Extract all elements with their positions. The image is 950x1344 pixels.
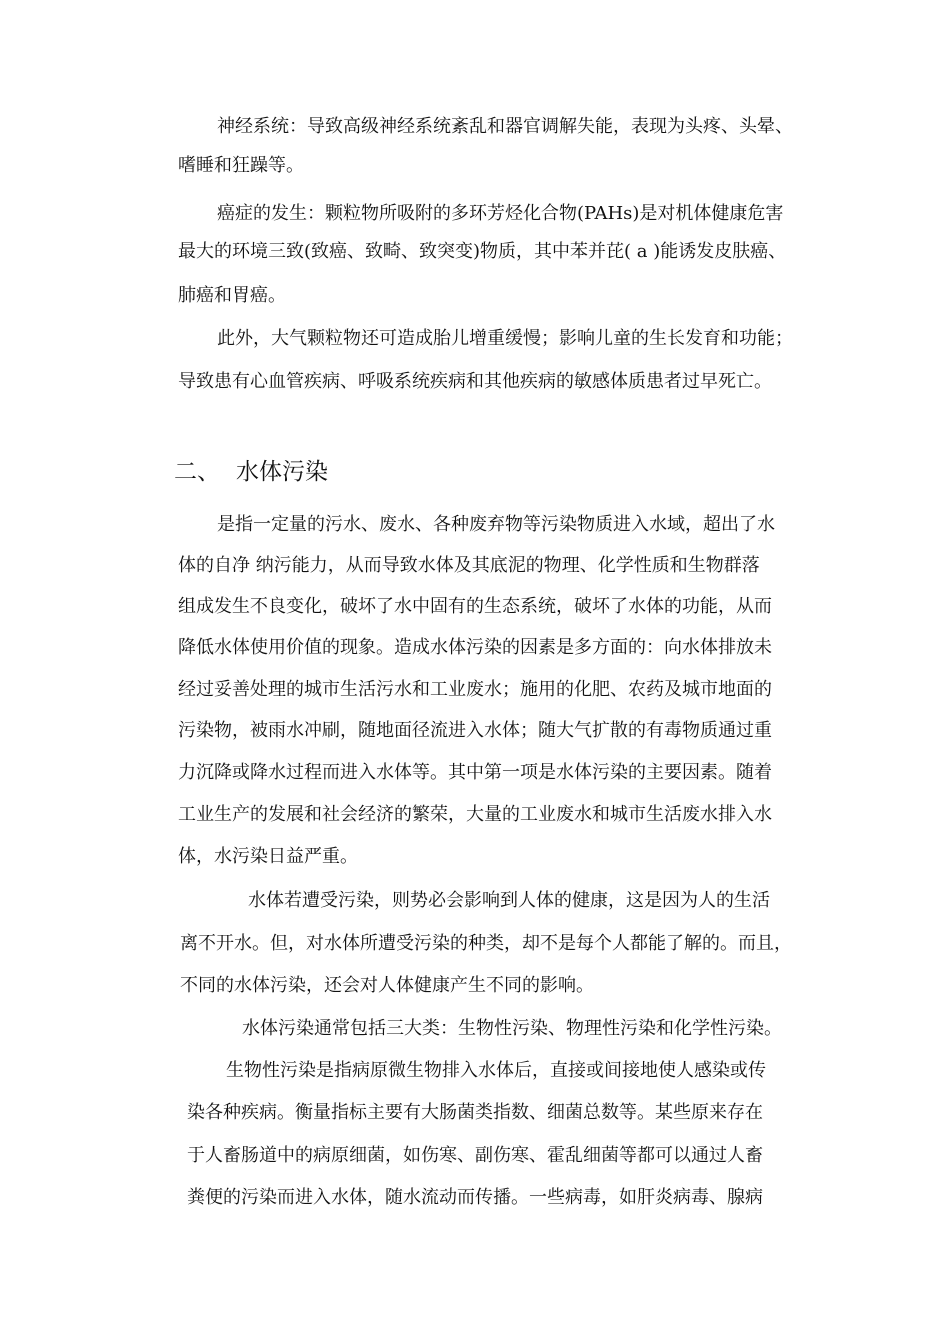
body-line: 肺癌和胃癌。	[178, 285, 286, 306]
body-line: 离不开水。但，对水体所遭受污染的种类，却不是每个人都能了解的。而且，	[180, 933, 792, 954]
body-line: 不同的水体污染，还会对人体健康产生不同的影响。	[180, 975, 594, 996]
body-line: 嗜睡和狂躁等。	[178, 155, 304, 176]
body-line: 神经系统：导致高级神经系统紊乱和器官调解失能，表现为头疼、头晕、	[217, 116, 793, 137]
body-line: 组成发生不良变化，破坏了水中固有的生态系统，破坏了水体的功能，从而	[178, 596, 772, 617]
body-line: 经过妥善处理的城市生活污水和工业废水；施用的化肥、农药及城市地面的	[178, 679, 772, 700]
body-line: 最大的环境三致(致癌、致畸、致突变)物质，其中苯并芘( a )能诱发皮肤癌、	[178, 241, 787, 262]
body-line: 是指一定量的污水、废水、各种废弃物等污染物质进入水域，超出了水	[217, 514, 775, 535]
body-line: 降低水体使用价值的现象。造成水体污染的因素是多方面的：向水体排放未	[178, 637, 772, 658]
section-heading	[174, 458, 328, 486]
body-line: 导致患有心血管疾病、呼吸系统疾病和其他疾病的敏感体质患者过早死亡。	[178, 371, 772, 392]
body-line: 于人畜肠道中的病原细菌，如伤寒、副伤寒、霍乱细菌等都可以通过人畜	[187, 1145, 763, 1166]
body-line: 水体污染通常包括三大类：生物性污染、物理性污染和化学性污染。	[242, 1018, 782, 1039]
body-line: 生物性污染是指病原微生物排入水体后，直接或间接地使人感染或传	[226, 1060, 766, 1081]
section-number: 二、	[174, 459, 220, 485]
body-line: 此外，大气颗粒物还可造成胎儿增重缓慢；影响儿童的生长发育和功能；	[217, 328, 793, 349]
body-line: 体的自净 纳污能力，从而导致水体及其底泥的物理、化学性质和生物群落	[178, 555, 760, 576]
body-line: 污染物，被雨水冲刷，随地面径流进入水体；随大气扩散的有毒物质通过重	[178, 720, 772, 741]
body-line: 体，水污染日益严重。	[178, 846, 358, 867]
body-line: 粪便的污染而进入水体，随水流动而传播。一些病毒，如肝炎病毒、腺病	[187, 1187, 763, 1208]
section-title: 水体污染	[236, 459, 328, 485]
body-line: 水体若遭受污染，则势必会影响到人体的健康，这是因为人的生活	[248, 890, 770, 911]
body-line: 癌症的发生：颗粒物所吸附的多环芳烃化合物(PAHs)是对机体健康危害	[217, 203, 784, 224]
body-line: 工业生产的发展和社会经济的繁荣，大量的工业废水和城市生活废水排入水	[178, 804, 772, 825]
body-line: 染各种疾病。衡量指标主要有大肠菌类指数、细菌总数等。某些原来存在	[187, 1102, 763, 1123]
body-line: 力沉降或降水过程而进入水体等。其中第一项是水体污染的主要因素。随着	[178, 762, 772, 783]
